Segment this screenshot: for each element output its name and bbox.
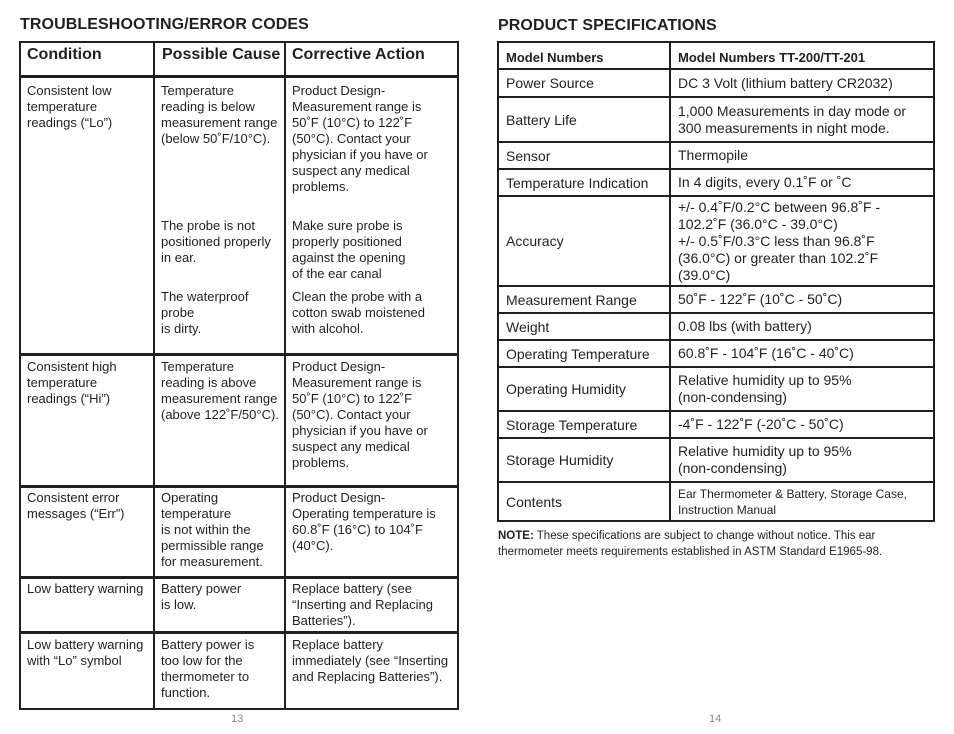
spec-value: 0.08 lbs (with battery) — [678, 318, 812, 334]
table-row — [499, 412, 933, 439]
cause-cell: Operating temperature is not within the permissible range for measurement. — [161, 490, 264, 569]
spec-label: Weight — [506, 318, 550, 335]
condition-cell: Low battery warning — [27, 581, 144, 596]
spec-label: Operating Humidity — [506, 381, 626, 397]
table-row — [499, 143, 933, 170]
specifications-title: PRODUCT SPECIFICATIONS — [498, 17, 717, 34]
condition-cell: Consistent high temperature readings (“Hi”) — [27, 359, 117, 406]
row-divider — [21, 353, 457, 356]
spec-label: Storage Temperature — [506, 416, 638, 433]
header-model-numbers: Model Numbers — [506, 50, 604, 65]
action-cell: Replace battery immediately (see “Inserting and Replacing Batteries”). — [292, 637, 449, 684]
table-row — [499, 170, 933, 197]
action-cell: Product Design- Measurement range is 50˚F (10°C) to 122˚F (50°C). Contact your physician if you have or suspect any medical problems. — [292, 359, 428, 470]
header-possible-cause: Possible Cause — [162, 46, 281, 63]
spec-value: Ear Thermometer & Battery, Storage Case, Instruction Manual — [678, 486, 907, 517]
spec-label: Accuracy — [506, 233, 564, 249]
action-cell: Clean the probe with a cotton swab moistened with alcohol. — [292, 289, 425, 336]
spec-label: Operating Temperature — [506, 345, 650, 362]
spec-value: In 4 digits, every 0.1˚F or ˚C — [678, 174, 852, 190]
spec-value: +/- 0.4˚F/0.2°C between 96.8˚F - 102.2˚F (36.0°C - 39.0°C) +/- 0.5˚F/0.3°C less than 96.8˚F (36.0°C) or greater than 102.2˚F (39.0°C) — [678, 198, 881, 283]
specifications-note — [498, 528, 928, 560]
troubleshooting-table — [19, 41, 459, 710]
spec-label: Power Source — [506, 75, 594, 91]
condition-cell: Consistent low temperature readings (“Lo”) — [27, 83, 113, 130]
page-number: 14 — [709, 713, 722, 725]
table-row — [499, 341, 933, 368]
action-cell: Make sure probe is properly positioned against the opening of the ear canal — [292, 218, 406, 281]
cause-cell: Battery power is too low for the thermometer to function. — [161, 637, 255, 700]
table-row — [499, 483, 933, 520]
header-corrective-action: Corrective Action — [292, 46, 425, 63]
spec-label: Storage Humidity — [506, 452, 614, 468]
table-header-row — [499, 43, 933, 70]
column-divider — [284, 43, 286, 708]
table-header-row — [21, 43, 457, 78]
spec-value: Relative humidity up to 95% (non-condensing) — [678, 443, 852, 476]
cause-cell: Temperature reading is above measurement range (above 122˚F/50°C). — [161, 359, 279, 422]
note-text: These specifications are subject to change without notice. This ear thermometer meets requirements established in ASTM Standard E1965-98. — [498, 530, 883, 558]
spec-label: Sensor — [506, 147, 551, 164]
table-row — [499, 197, 933, 287]
table-row — [499, 98, 933, 143]
action-cell: Product Design- Operating temperature is 60.8˚F (16°C) to 104˚F (40°C). — [292, 490, 436, 553]
spec-value: 60.8˚F - 104˚F (16˚C - 40˚C) — [678, 345, 854, 361]
spec-value: Relative humidity up to 95% (non-condensing) — [678, 372, 852, 405]
troubleshooting-title: TROUBLESHOOTING/ERROR CODES — [20, 16, 309, 33]
table-row — [499, 287, 933, 314]
row-divider — [21, 576, 457, 579]
spec-label: Temperature Indication — [506, 174, 649, 191]
note-label: NOTE: — [498, 530, 534, 542]
cause-cell: Battery power is low. — [161, 581, 242, 612]
page-number: 13 — [231, 713, 244, 725]
table-row — [499, 314, 933, 341]
condition-cell: Low battery warning with “Lo” symbol — [27, 637, 144, 668]
spec-label: Contents — [506, 493, 563, 510]
row-divider — [21, 631, 457, 634]
spec-label: Battery Life — [506, 111, 577, 128]
condition-cell: Consistent error messages (“Err”) — [27, 490, 125, 521]
table-row — [499, 368, 933, 412]
table-row — [499, 439, 933, 483]
table-row — [499, 70, 933, 98]
row-divider — [21, 485, 457, 488]
cause-cell: The waterproof probe is dirty. — [161, 289, 249, 336]
spec-value: 1,000 Measurements in day mode or 300 measurements in night mode. — [678, 102, 907, 136]
header-condition: Condition — [27, 46, 102, 63]
spec-value: Thermopile — [678, 147, 749, 163]
spec-value: -4˚F - 122˚F (-20˚C - 50˚C) — [678, 416, 844, 432]
cause-cell: The probe is not positioned properly in ear. — [161, 218, 271, 265]
spec-label: Measurement Range — [506, 291, 637, 308]
spec-value: 50˚F - 122˚F (10˚C - 50˚C) — [678, 291, 843, 307]
spec-value: DC 3 Volt (lithium battery CR2032) — [678, 74, 893, 91]
cause-cell: Temperature reading is below measurement range (below 50˚F/10°C). — [161, 83, 278, 146]
specifications-table — [497, 41, 935, 522]
header-model-values: Model Numbers TT-200/TT-201 — [678, 50, 866, 65]
action-cell: Replace battery (see “Inserting and Replacing Batteries”). — [292, 581, 433, 628]
column-divider — [153, 43, 155, 708]
action-cell: Product Design- Measurement range is 50˚F (10°C) to 122˚F (50°C). Contact your physician if you have or suspect any medical problems. — [292, 83, 428, 194]
